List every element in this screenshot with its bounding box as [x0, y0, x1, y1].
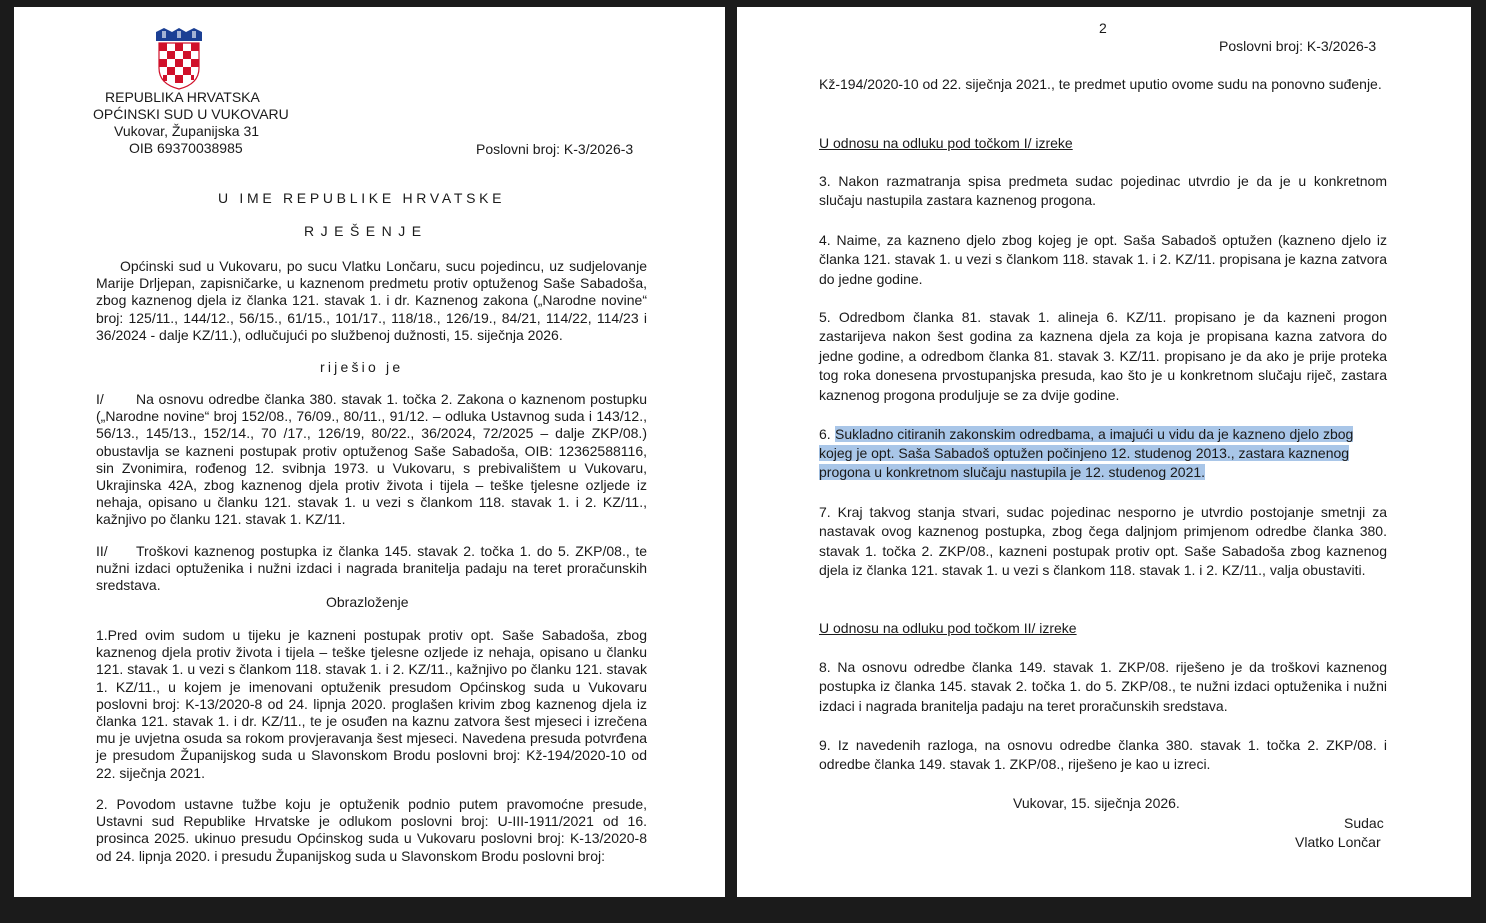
- reasoning-heading: Obrazloženje: [326, 594, 409, 610]
- reasoning-paragraph-1: 1.Pred ovim sudom u tijeku je kazneni postupak protiv opt. Saše Sabadoša, zbog kaznenog djela protiv života i tijela – teške tjelesne ozljede iz nehaja, opisano u članku 121. stavak 1. u vezi s člankom 118. stavak 1. i 2. KZ/11., kažnjivo po članku 121. stavak 1. KZ/11., u kojem je imenovani optuženik presudom Općinskog suda u Vukovaru poslovni broj: K-13/2020-8 od 24. lipnja 2020. proglašen krivim zbog kaznenog djela iz članka 121. stavak 1. i dr. KZ/11., te je osuđen na kaznu zatvora šest mjeseci i izrečena mu je uvjetna osuda sa rokom provjeravanja šest mjeseci. Navedena presuda potvrđena je presudom Županijskog suda u Slavonskom Brodu poslovni broj: Kž-194/2020-10 od 22. siječnja 2021.: [96, 627, 647, 781]
- continued-paragraph: Kž-194/2020-10 od 22. siječnja 2021., te predmet uputio ovome sudu na ponovno suđenje.: [819, 76, 1382, 92]
- reasoning-paragraph-8: 8. Na osnovu odredbe članka 149. stavak 1. ZKP/08. riješeno je da troškovi kaznenog postupka iz članka 145. stavak 2. točka 1. do 5. ZKP/08., te nužni izdaci optuženika i nužni izdaci i nagrada branitelja padaju na teret proračunskih sredstava.: [819, 659, 1387, 714]
- highlighted-line: [835, 426, 1353, 443]
- judge-title: Sudac: [1344, 815, 1384, 831]
- document-page-2: [737, 7, 1471, 897]
- reasoning-paragraph-2: 2. Povodom ustavne tužbe koju je optuženik podnio putem pravomoćne presude, Ustavni sud Republike Hrvatske je odlukom poslovni broj: U-III-1911/2021 od 16. prosinca 2025. ukinuo presudu Općinskog suda u Vukovaru poslovni broj: K-13/2020-8 od 24. lipnja 2020. i presudu Županijskog suda u Slavonskom Brodu poslovni broj:: [96, 796, 647, 864]
- court-name: OPĆINSKI SUD U VUKOVARU: [93, 106, 289, 122]
- court-address: Vukovar, Županijska 31: [114, 123, 260, 139]
- item-number: II/: [96, 543, 108, 559]
- highlight-span: kojeg je opt. Saša Sabadoš optužen počinjeno 12. studenog 2013., zastara kaznenog: [819, 445, 1350, 461]
- item-number: I/: [96, 391, 104, 407]
- place-and-date: Vukovar, 15. siječnja 2026.: [1013, 795, 1180, 811]
- court-oib: OIB 69370038985: [129, 140, 243, 156]
- highlighted-line: [819, 445, 1349, 462]
- decided-heading: riješio je: [320, 359, 404, 375]
- reasoning-paragraph-3: 3. Nakon razmatranja spisa predmeta sudac pojedinac utvrdio je da je u konkretnom slučaju nastupila zastara kaznenog progona.: [819, 173, 1387, 209]
- decision-title: RJEŠENJE: [304, 223, 428, 239]
- highlight-span: Sukladno citiranih zakonskim odredbama, a imajući u vidu da je kazneno djelo zbog: [835, 426, 1354, 442]
- judge-name: Vlatko Lončar: [1295, 834, 1381, 850]
- section-heading-2: U odnosu na odluku pod točkom II/ izreke: [819, 620, 1077, 636]
- ruling-item-1: Na osnovu odredbe članka 380. stavak 1. točka 2. Zakona o kaznenom postupku („Narodne novine“ broj 152/08., 76/09., 80/11., 91/12. – odluka Ustavnog suda i 143/12., 56/13., 145/13., 152/14., 70 /17., 126/19, 80/22., 36/2024, 72/2025 – dalje ZKP/08.) obustavlja se kazneni postupak protiv optuženog Saše Sabadoša, OIB: 12362588116, sin Zvonimira, rođenog 12. svibnja 1973. u Vukovaru, s prebivalištem u Vukovaru, Ukrajinska 42A, zbog kaznenog djela protiv života i tijela – teške tjelesne ozljede iz nehaja, opisano u članku 121. stavak 1. u vezi s člankom 118. stavak 1. i 2. KZ/11., kažnjivo po članku 121. stavak 1. KZ/11.: [96, 391, 647, 528]
- case-number: Poslovni broj: K-3/2026-3: [476, 141, 634, 157]
- highlighted-line: [819, 464, 1205, 481]
- document-page-1: [14, 7, 725, 897]
- section-heading-1: U odnosu na odluku pod točkom I/ izreke: [819, 135, 1073, 151]
- reasoning-paragraph-4: 4. Naime, za kazneno djelo zbog kojeg je opt. Saša Sabadoš optužen (kazneno djelo iz članka 121. stavak 1. u vezi s člankom 118. stavak 1. i 2. KZ/11. propisana je kazna zatvora do jedne godine.: [819, 232, 1387, 287]
- page-title: U IME REPUBLIKE HRVATSKE: [218, 190, 506, 206]
- case-number: Poslovni broj: K-3/2026-3: [1219, 38, 1377, 54]
- croatian-coat-of-arms-icon: [154, 28, 204, 90]
- ruling-item-2: Troškovi kaznenog postupka iz članka 145. stavak 2. točka 1. do 5. ZKP/08., te nužni izdaci optuženika i nužni izdaci i nagrada branitelja padaju na teret proračunskih sredstava.: [96, 543, 647, 594]
- reasoning-paragraph-5: 5. Odredbom članka 81. stavak 1. alineja 6. KZ/11. propisano je da kazneni progon zastarijeva nakon šest godina za kaznena djela za koja je propisana kazna zatvora do jedne godine, a odredbom članka 81. stavak 3. KZ/11. propisano je da ako je prije proteka tog roka donesena prvostupanjska presuda, kao što je u konkretnom slučaju riječ, zastara kaznenog progona produljuje se za dvije godine.: [819, 309, 1387, 403]
- court-country: REPUBLIKA HRVATSKA: [105, 89, 260, 105]
- reasoning-paragraph-9: 9. Iz navedenih razloga, na osnovu odredbe članka 380. stavak 1. točka 2. ZKP/08. i odredbe članka 149. stavak 1. ZKP/08., riješeno je kao u izreci.: [819, 737, 1387, 773]
- page-number: 2: [1099, 20, 1107, 36]
- reasoning-paragraph-7: 7. Kraj takvog stanja stvari, sudac pojedinac nesporno je utvrdio postojanje smetnji za nastavak ovog kaznenog postupka, zbog čega daljnjom primjenom odredbe članka 380. stavak 1. točka 2. ZKP/08., kazneni postupak protiv opt. Saše Sabadoša zbog kaznenog djela iz članka 121. stavak 1. u vezi s člankom 118. stavak 1. i 2. KZ/11., valja obustaviti.: [819, 504, 1387, 579]
- highlight-span: progona u konkretnom slučaju nastupila je 12. studenog 2021.: [819, 464, 1206, 480]
- intro-paragraph: Općinski sud u Vukovaru, po sucu Vlatku Lončaru, sucu pojedincu, uz sudjelovanje Marije Drljepan, zapisničarke, u kaznenom predmetu protiv optuženog Saše Sabadoša, zbog kaznenog djela iz članka 121. stavak 1. i dr. Kaznenog zakona („Narodne novine“ broj: 125/11., 144/12., 56/15., 61/15., 101/17., 118/18., 126/19., 84/21, 114/22, 114/23 i 36/2024 - dalje KZ/11.), odlučujući po službenoj dužnosti, 15. siječnja 2026.: [96, 258, 647, 343]
- paragraph-number: 6.: [819, 426, 831, 442]
